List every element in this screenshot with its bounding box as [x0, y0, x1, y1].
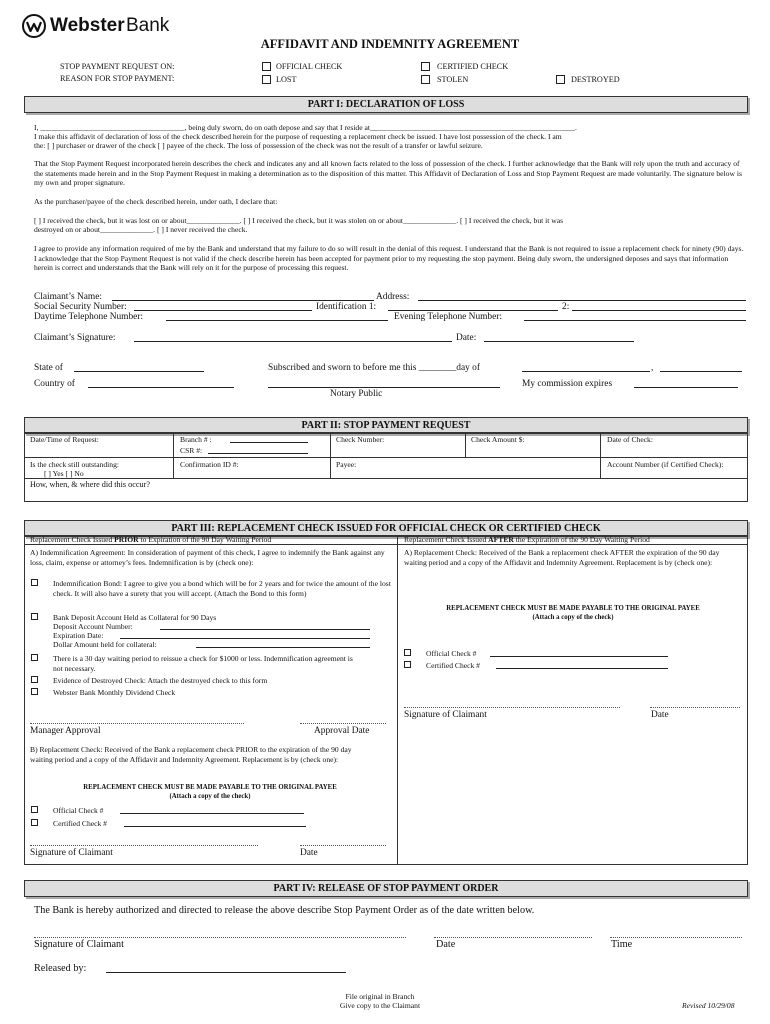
- logo-brand-regular: Bank: [126, 15, 170, 36]
- attach-copy-left: (Attach a copy of the check): [169, 793, 251, 800]
- official-check-after-field[interactable]: [490, 656, 668, 657]
- how-when-where-label: How, when, & where did this occur?: [30, 480, 150, 489]
- official-check-prior-field[interactable]: [120, 813, 304, 814]
- part1-declare-line: As the purchaser/payee of the check described herein, under oath, I declare that:: [34, 197, 278, 206]
- release-authorization-text: The Bank is hereby authorized and directed to release the above describe Stop Payment Order as of the date written below.: [34, 905, 535, 916]
- logo-brand-bold: Webster: [50, 15, 125, 36]
- claimant-date-field[interactable]: [484, 341, 634, 342]
- confirmation-id-label: Confirmation ID #:: [180, 460, 239, 469]
- notary-public-label: Notary Public: [330, 389, 383, 399]
- waiting-period-text: There is a 30 day waiting period to reissue a check for $1000 or less. Indemnification agreement is not necessary.: [53, 654, 353, 673]
- bond-checkbox[interactable]: [31, 579, 38, 586]
- identification1-field[interactable]: [388, 310, 558, 311]
- page: Webster Bank AFFIDAVIT AND INDEMNITY AGREEMENT STOP PAYMENT REQUEST ON: REASON FOR STOP PAYMENT: OFFICIAL CHECK CERTIFIED CHECK LOST STOLEN DESTROYED PART I: DECLARATION OF LOSS I, ______________________________________, being duly sworn, do on oath depose and say that I reside at______________________________________________________. I make this affidavit of declaration of loss of the check described herein for the purpose of requesting a replacement check be issued. I have lost possession of the check. I am the: [ ] purchaser or drawer of the check [ ] payee of the check. The loss of possession of the check was not the result of a transfer or lawful seizure. That the Stop Payment Request incorporated herein describes the check and indicates any and all known facts related to the loss of possession of the check. I further acknowledge that the Bank will rely upon the truth and accuracy of the statements made herein and in the Stop Payment Request in making a determination as to the disposition of this matter. This Affidavit of Declaration of Loss and Stop Payment Request are made voluntarily. The signature below is my own and proper signature. As the purchaser/payee of the check described herein, under oath, I declare that: [ ] I received the check, but it was lost on or about______________. [ ] I received the check, but it was stolen on or about______________. [ ] I received the check, but it was destroyed on or about______________. [ ] I never received the check. I agree to provide any information required of me by the Bank and understand that my failure to do so will result in the denial of this request. I understand that the Bank is not required to issue a replacement check for ninety (90) days. I acknowledge that the Stop Payment Request is not valid if the check describe herein has been accepted for payment prior to my requesting the stop payment. Being duly sworn, the undersigned deposes and says that information herein is correct and understands that the Bank will rely on it for the purpose of processing this request. Claimant’s Name: Address: Social Security Number: Identification 1: 2: Daytime Telephone Number: Evening Telephone Number: Claimant’s Signature: Date: State of Subscribed and sworn to before me this ________day of , Country of My commission expires Notary Public PART II: STOP PAYMENT REQUEST Date/Time of Request: Branch # : CSR #: Check Number: Check Amount $: Date of Check: Is the check still outstanding: [ ] Yes [ ] No Confirmation ID #: Payee: Account Number (if Certified Check): How, when, & where did this occur? PART III: REPLACEMENT CHECK ISSUED FOR OFFICIAL CHECK OR CERTIFIED CHECK Replacement Check Issued PRIOR to Expiration of the 90 Day Waiting Period Replacement Check Issued AFTER the Expiration of the 90 Day Waiting Period A) Indemnification Agreement: In consideration of payment of this check, I agree to indemnify the Bank against any loss, claim, expense or attorney’s fees. Indemnification is by (check one): Indemnification Bond: I agree to give you a bond which will be for 2 years and for twice the amount of the lost check. It will also have a surety that you will accept. (Attach the Bond to this form) Bank Deposit Account Held as Collateral for 90 Days Deposit Account Number: Expiration Date: Dollar Amount held for collateral: There is a 30 day waiting period to reissue a check for $1000 or less. Indemnification agreement is not necessary. Evidence of Destroyed Check: Attach the destroyed check to this form Webster Bank Monthly Dividend Check Manager Approval Approval Date B) Replacement Check: Received of the Bank a replacement check PRIOR to the expiration of the 90 day waiting period and a copy of the Affidavit and Indemnity Agreement. Replacement is by (check one): REPLACEMENT CHECK MUST BE MADE PAYABLE TO THE ORIGINAL PAYEE (Attach a copy of the check) Official Check # Certified Check # Signature of Claimant Date A) Replacement Check: Received of the Bank a replacement check AFTER the expiration of the 90 day waiting period and a copy of the Affidavit and Indemnity Agreement. Replacement is by (check one): REPLACEMENT CHECK MUST BE MADE PAYABLE TO THE ORIGINAL PAYEE (Attach a copy of the check) Official Check # Certified Check # Signature of Claimant Date PART IV: RELEASE OF STOP PAYMENT ORDER The Bank is hereby authorized and directed to release the above describe Stop Payment Order as of the date written below. Signature of Claimant Date Time Released by: File original in Branch Give copy to the Claimant Revised 10/29/08: [0, 0, 770, 1024]
- ssn-field[interactable]: [134, 310, 312, 311]
- evidence-text: Evidence of Destroyed Check: Attach the destroyed check to this form: [53, 676, 268, 685]
- collateral-text: Bank Deposit Account Held as Collateral for 90 Days: [53, 613, 217, 622]
- identification2-field[interactable]: [572, 310, 746, 311]
- official-check-after-checkbox[interactable]: [404, 649, 411, 656]
- address-label: Address:: [376, 292, 410, 302]
- country-of-field[interactable]: [88, 387, 234, 388]
- expiration-date-label: Expiration Date:: [53, 631, 104, 640]
- release-date-label: Date: [436, 939, 456, 950]
- evening-phone-label: Evening Telephone Number:: [394, 312, 502, 322]
- certified-check-prior-field[interactable]: [124, 826, 306, 827]
- certified-check-after-field[interactable]: [496, 668, 668, 669]
- release-signature-field[interactable]: [34, 937, 406, 938]
- approval-date-field[interactable]: [300, 723, 386, 724]
- lost-checkbox[interactable]: [262, 75, 271, 84]
- state-of-field[interactable]: [74, 371, 204, 372]
- collateral-checkbox[interactable]: [31, 613, 38, 620]
- deposit-account-label: Deposit Account Number:: [53, 622, 133, 631]
- replacement-after-text: A) Replacement Check: Received of the Bank a replacement check AFTER the expiration of the 90 day waiting period and a copy of the Affidavit and Indemnity Agreement. Replacement is by (check one):: [404, 548, 720, 567]
- official-check-label: OFFICIAL CHECK: [276, 62, 343, 71]
- commission-label: My commission expires: [522, 379, 613, 389]
- claimant-signature-label: Claimant’s Signature:: [34, 333, 116, 343]
- deposit-account-field[interactable]: [160, 629, 370, 630]
- manager-approval-field[interactable]: [30, 723, 244, 724]
- footer-copy-note: Give copy to the Claimant: [339, 1001, 421, 1010]
- part2-heading: PART II: STOP PAYMENT REQUEST: [24, 417, 748, 434]
- webster-w-logo-icon: [22, 14, 46, 38]
- manager-approval-label: Manager Approval: [30, 726, 101, 736]
- part1-affidavit-line: I make this affidavit of declaration of loss of the check described herein for the purpose of requesting a replacement check be issued. I have lost possession of the check. I am: [34, 132, 562, 141]
- official-check-checkbox[interactable]: [262, 62, 271, 71]
- bond-text: Indemnification Bond: I agree to give you a bond which will be for 2 years and for twice the amount of the lost check. It will also have a surety that you will accept. (Attach the Bond to this form): [53, 579, 391, 598]
- dollar-amount-field[interactable]: [196, 647, 370, 648]
- certified-check-label: CERTIFIED CHECK: [437, 62, 509, 71]
- evening-phone-field[interactable]: [524, 320, 746, 321]
- evidence-checkbox[interactable]: [31, 676, 38, 683]
- outstanding-yes-no[interactable]: [ ] Yes [ ] No: [44, 469, 84, 478]
- form-title: AFFIDAVIT AND INDEMNITY AGREEMENT: [260, 37, 520, 51]
- indemnification-agreement-text: A) Indemnification Agreement: In consideration of payment of this check, I agree to indemnify the Bank against any loss, claim, expense or attorney’s fees. Indemnification is by (check one):: [30, 548, 385, 567]
- date-of-check-label: Date of Check:: [607, 435, 653, 444]
- destroyed-checkbox[interactable]: [556, 75, 565, 84]
- claimant-date-label: Date:: [456, 333, 477, 343]
- release-signature-label: Signature of Claimant: [34, 939, 124, 950]
- check-amount-label: Check Amount $:: [471, 435, 525, 444]
- stop-payment-label: STOP PAYMENT REQUEST ON:: [60, 62, 175, 71]
- attach-copy-right: (Attach a copy of the check): [532, 614, 614, 621]
- day-phone-field[interactable]: [166, 320, 388, 321]
- dividend-checkbox[interactable]: [31, 688, 38, 695]
- claimant-date-prior-field[interactable]: [300, 845, 386, 846]
- expiration-date-field[interactable]: [120, 638, 370, 639]
- notary-signature-field[interactable]: [268, 387, 500, 388]
- outstanding-label: Is the check still outstanding:: [30, 460, 120, 469]
- ssn-label: Social Security Number:: [34, 302, 127, 312]
- certified-check-after-label: Certified Check #: [426, 661, 480, 670]
- claimant-date-after-label: Date: [651, 710, 669, 720]
- dollar-amount-label: Dollar Amount held for collateral:: [53, 640, 157, 649]
- branch-label: Branch # :: [180, 435, 212, 444]
- payable-original-payee-left: REPLACEMENT CHECK MUST BE MADE PAYABLE TO THE ORIGINAL PAYEE: [83, 784, 337, 791]
- lost-label: LOST: [276, 75, 297, 84]
- part1-circumstance-line: [ ] I received the check, but it was lost on or about______________. [ ] I received the check, but it was stolen on or about______________. [ ] I received the check, but it was: [34, 216, 564, 225]
- prior-subheading: Replacement Check Issued PRIOR to Expiration of the 90 Day Waiting Period: [30, 535, 272, 544]
- part3-heading: PART III: REPLACEMENT CHECK ISSUED FOR OFFICIAL CHECK OR CERTIFIED CHECK: [24, 520, 748, 537]
- part1-residence-line: I, ______________________________________, being duly sworn, do on oath depose and say that I reside at______________________________________________________.: [34, 123, 577, 132]
- claimant-signature-prior-label: Signature of Claimant: [30, 848, 113, 858]
- after-subheading: Replacement Check Issued AFTER the Expiration of the 90 Day Waiting Period: [404, 535, 650, 544]
- stolen-label: STOLEN: [437, 75, 469, 84]
- official-check-after-label: Official Check #: [426, 649, 477, 658]
- csr-field[interactable]: [208, 453, 308, 454]
- claimant-name-field[interactable]: [112, 300, 374, 301]
- approval-date-label: Approval Date: [314, 726, 370, 736]
- part1-destroyed-line: destroyed on or about______________. [ ] I never received the check.: [34, 225, 248, 234]
- subscribed-label: Subscribed and sworn to before me this ________day of: [268, 363, 480, 373]
- claimant-signature-after-field[interactable]: [404, 707, 620, 708]
- branch-field[interactable]: [230, 442, 308, 443]
- csr-label: CSR #:: [180, 446, 203, 455]
- day-phone-label: Daytime Telephone Number:: [34, 312, 144, 322]
- claimant-signature-field[interactable]: [134, 341, 452, 342]
- certified-check-checkbox[interactable]: [421, 62, 430, 71]
- part1-heading: PART I: DECLARATION OF LOSS: [24, 96, 748, 113]
- payee-label: Payee:: [336, 460, 357, 469]
- revised-date: Revised 10/29/08: [682, 1001, 735, 1010]
- check-number-label: Check Number:: [336, 435, 385, 444]
- country-of-label: Country of: [34, 379, 75, 389]
- part1-role-line: the: [ ] purchaser or drawer of the check [ ] payee of the check. The loss of possession of the check was not the result of a transfer or lawful seizure.: [34, 141, 483, 150]
- subscribed-year-field[interactable]: [660, 371, 742, 372]
- part4-heading: PART IV: RELEASE OF STOP PAYMENT ORDER: [24, 880, 748, 897]
- claimant-signature-after-label: Signature of Claimant: [404, 710, 487, 720]
- release-time-field[interactable]: [610, 937, 742, 938]
- official-check-prior-label: Official Check #: [53, 806, 104, 815]
- address-field[interactable]: [418, 300, 746, 301]
- release-date-field[interactable]: [434, 937, 592, 938]
- replacement-prior-text: B) Replacement Check: Received of the Bank a replacement check PRIOR to the expiration of the 90 day waiting period and a copy of the Affidavit and Indemnity Agreement. Replacement is by (check one):: [30, 745, 352, 764]
- date-time-request-label: Date/Time of Request:: [30, 435, 99, 444]
- claimant-signature-prior-field[interactable]: [30, 845, 258, 846]
- part1-agreement-paragraph: I agree to provide any information required of me by the Bank and understand that my failure to do so will result in the denial of this request. I understand that the Bank is not required to issue a replacement check for ninety (90) days. I acknowledge that the Stop Payment Request is not valid if the check describe herein has been accepted for payment prior to my requesting the stop payment. Being duly sworn, the undersigned deposes and says that information herein is correct and understands that the Bank will rely on it for the purpose of processing this request.: [34, 244, 744, 273]
- released-by-label: Released by:: [34, 963, 87, 974]
- state-of-label: State of: [34, 363, 63, 373]
- released-by-field[interactable]: [106, 972, 346, 973]
- release-time-label: Time: [611, 939, 633, 950]
- identification1-label: Identification 1:: [316, 302, 377, 312]
- stolen-checkbox[interactable]: [421, 75, 430, 84]
- destroyed-label: DESTROYED: [571, 75, 620, 84]
- official-check-prior-checkbox[interactable]: [31, 806, 38, 813]
- identification2-label: 2:: [562, 302, 570, 312]
- dividend-text: Webster Bank Monthly Dividend Check: [53, 688, 176, 697]
- part1-stop-request-paragraph: That the Stop Payment Request incorporated herein describes the check and indicates any and all known facts related to the loss of possession of the check. I further acknowledge that the Bank will rely upon the truth and accuracy of the statements made herein and in the Stop Payment Request in making a determination as to the disposition of this matter. This Affidavit of Declaration of Loss and Stop Payment Request are made voluntarily. The signature below is my own and proper signature.: [34, 159, 742, 188]
- claimant-name-label: Claimant’s Name:: [34, 292, 102, 302]
- payable-original-payee-right: REPLACEMENT CHECK MUST BE MADE PAYABLE TO THE ORIGINAL PAYEE: [446, 605, 700, 612]
- claimant-date-after-field[interactable]: [650, 707, 740, 708]
- footer-file-note: File original in Branch: [345, 992, 415, 1001]
- account-number-label: Account Number (if Certified Check):: [607, 460, 724, 469]
- waiting-period-checkbox[interactable]: [31, 654, 38, 661]
- commission-field[interactable]: [634, 387, 738, 388]
- certified-check-after-checkbox[interactable]: [404, 661, 411, 668]
- webster-bank-logo: [22, 14, 222, 38]
- certified-check-prior-checkbox[interactable]: [31, 819, 38, 826]
- claimant-date-prior-label: Date: [300, 848, 318, 858]
- certified-check-prior-label: Certified Check #: [53, 819, 107, 828]
- subscribed-month-field[interactable]: [522, 371, 650, 372]
- reason-label: REASON FOR STOP PAYMENT:: [60, 74, 175, 83]
